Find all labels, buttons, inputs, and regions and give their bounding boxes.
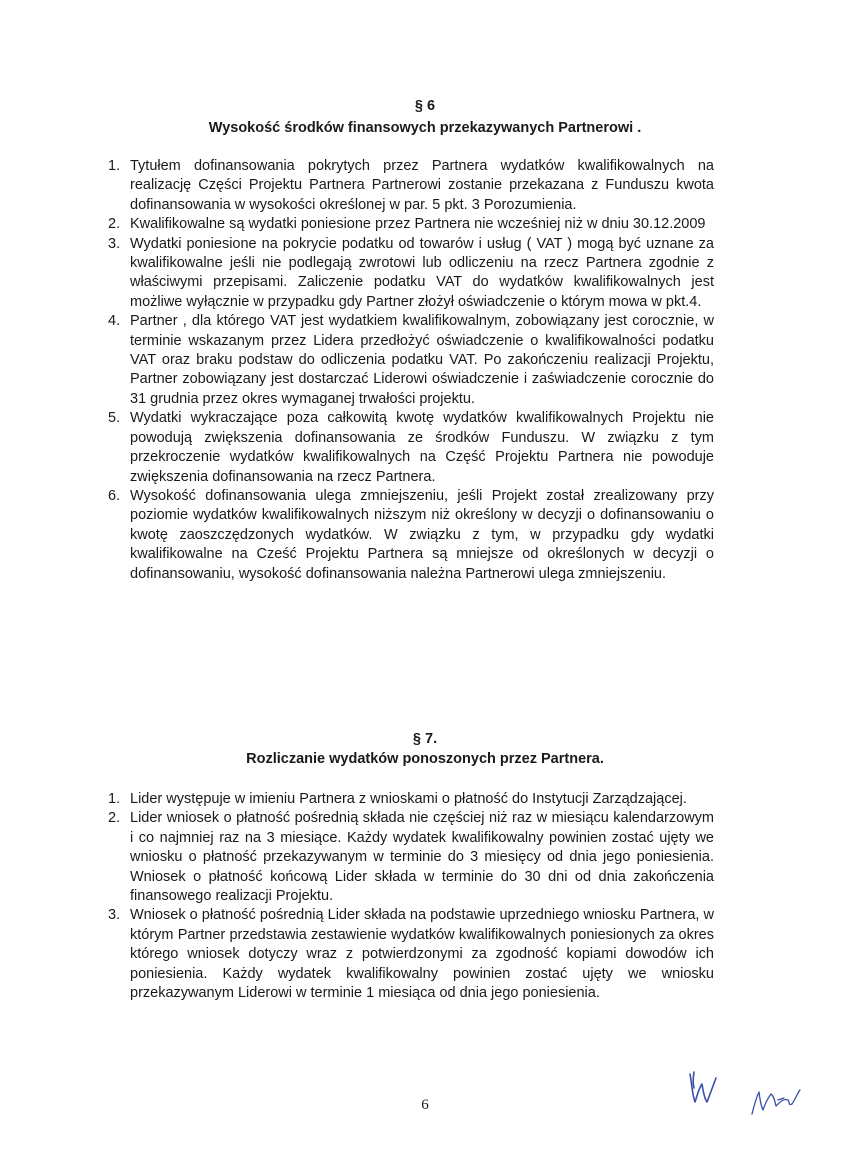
clause-text: Kwalifikowalne są wydatki poniesione przez Partnera nie wcześniej niż w dniu 30.12.2009 xyxy=(130,216,706,233)
clause-number: 1. xyxy=(108,158,121,174)
clause-text: Wydatki wykraczające poza całkowitą kwotę wydatków kwalifikowalnych Projektu nie powodują zwiększenia dofinansowania ze środków Funduszu. W związku z tym przekroczenie wydatków kwalifikowalnych na Część Projektu Partnera nie powoduje zwiększenia dofinansowania na rzecz Partnera. xyxy=(130,410,714,485)
clause xyxy=(96,235,714,313)
clause-text: Wydatki poniesione na pokrycie podatku od towarów i usług ( VAT ) mogą być uznane za kwalifikowalne jeśli nie podlegają zwrotowi lub odliczeniu na rzecz Partnera zgodnie z właściwymi przepisami. Zaliczenie podatku VAT do wydatków kwalifikowalnych jest możliwe wyłącznie w przypadku gdy Partner złożył oświadczenie o którym mowa w pkt.4. xyxy=(130,235,714,310)
section-7-clauses xyxy=(96,790,714,1003)
signature-initials xyxy=(752,1090,800,1114)
clause-number: 6. xyxy=(108,487,121,504)
clause-number: 2. xyxy=(108,216,121,233)
clause-text: Partner , dla którego VAT jest wydatkiem kwalifikowalnym, zobowiązany jest corocznie, w terminie wskazanym przez Lidera przedłożyć oświadczenie o kwalifikowalności podatku VAT oraz braku podstaw do odliczenia podatku VAT. Po zakończeniu realizacji Projektu, Partner zobowiązany jest dostarczać Liderowi oświadczenie i zaświadczenie corocznie do 31 grudnia przez okres wymaganej trwałości projektu. xyxy=(130,313,714,407)
section-6-clauses xyxy=(96,157,714,584)
clause xyxy=(96,790,714,809)
clause-number: 2. xyxy=(108,810,121,827)
section-6-number: § 6 xyxy=(414,98,436,114)
clause-text: Wysokość dofinansowania ulega zmniejszeniu, jeśli Projekt został zrealizowany przy poziomie wydatków kwalifikowalnych niższym niż określony w decyzji o dofinansowaniu o kwotę zaoszczędzonych wydatków. W związku z tym, w przypadku gdy wydatki kwalifikowalne na Cześć Projektu Partnera są mniejsze od określonych w decyzji o dofinansowaniu, wysokość dofinansowania należna Partnerowi ulega zmniejszeniu. xyxy=(130,487,714,582)
clause-number: 3. xyxy=(108,235,121,252)
clause-number: 5. xyxy=(108,410,121,427)
clause-number: 4. xyxy=(108,313,121,330)
clause xyxy=(96,409,714,487)
clause-text: Lider występuje w imieniu Partnera z wnioskami o płatność do Instytucji Zarządzającej. xyxy=(130,791,687,807)
section-7-number: § 7. xyxy=(412,731,438,747)
signature-mark xyxy=(690,1072,716,1102)
clause-text: Tytułem dofinansowania pokrytych przez Partnera wydatków kwalifikowalnych na realizację Części Projektu Partnera Partnerowi zostanie przekazana z Funduszu kwota dofinansowania w wysokości określonej w par. 5 pkt. 3 Porozumienia. xyxy=(130,158,714,213)
clause xyxy=(96,906,714,1003)
clause-number: 3. xyxy=(108,907,121,924)
clause-text: Lider wniosek o płatność pośrednią składa nie częściej niż raz w miesiącu kalendarzowym i co najmniej raz na 3 miesiące. Każdy wydatek kwalifikowalny powinien zostać ujęty we wniosku o płatność przekazywanym w terminie do 3 miesięcy od dnia jego poniesienia. Wniosek o płatność końcową Lider składa w terminie do 30 dni od dnia zakończenia finansowego realizacji Projektu. xyxy=(130,810,714,905)
clause xyxy=(96,157,714,215)
clause xyxy=(96,215,714,234)
clause xyxy=(96,312,714,409)
handwritten-signatures xyxy=(680,1062,830,1122)
clause xyxy=(96,809,714,906)
page-number: 6 xyxy=(421,1097,429,1113)
section-7-title: Rozliczanie wydatków ponoszonych przez Partnera. xyxy=(246,751,604,767)
section-6-title: Wysokość środków finansowych przekazywanych Partnerowi . xyxy=(208,120,642,136)
clause-text: Wniosek o płatność pośrednią Lider składa na podstawie uprzedniego wniosku Partnera, w którym Partner przedstawia zestawienie wydatków kwalifikowalnych poniesionych za okres którego wniosek dotyczy wraz z potwierdzonymi za zgodność kopiami dowodów ich poniesienia. Każdy wydatek kwalifikowalny powinien zostać ujęty we wniosku przekazywanym Liderowi w terminie 1 miesiąca od dnia jego poniesienia. xyxy=(130,907,714,1002)
clause-number: 1. xyxy=(108,791,121,807)
clause xyxy=(96,487,714,584)
